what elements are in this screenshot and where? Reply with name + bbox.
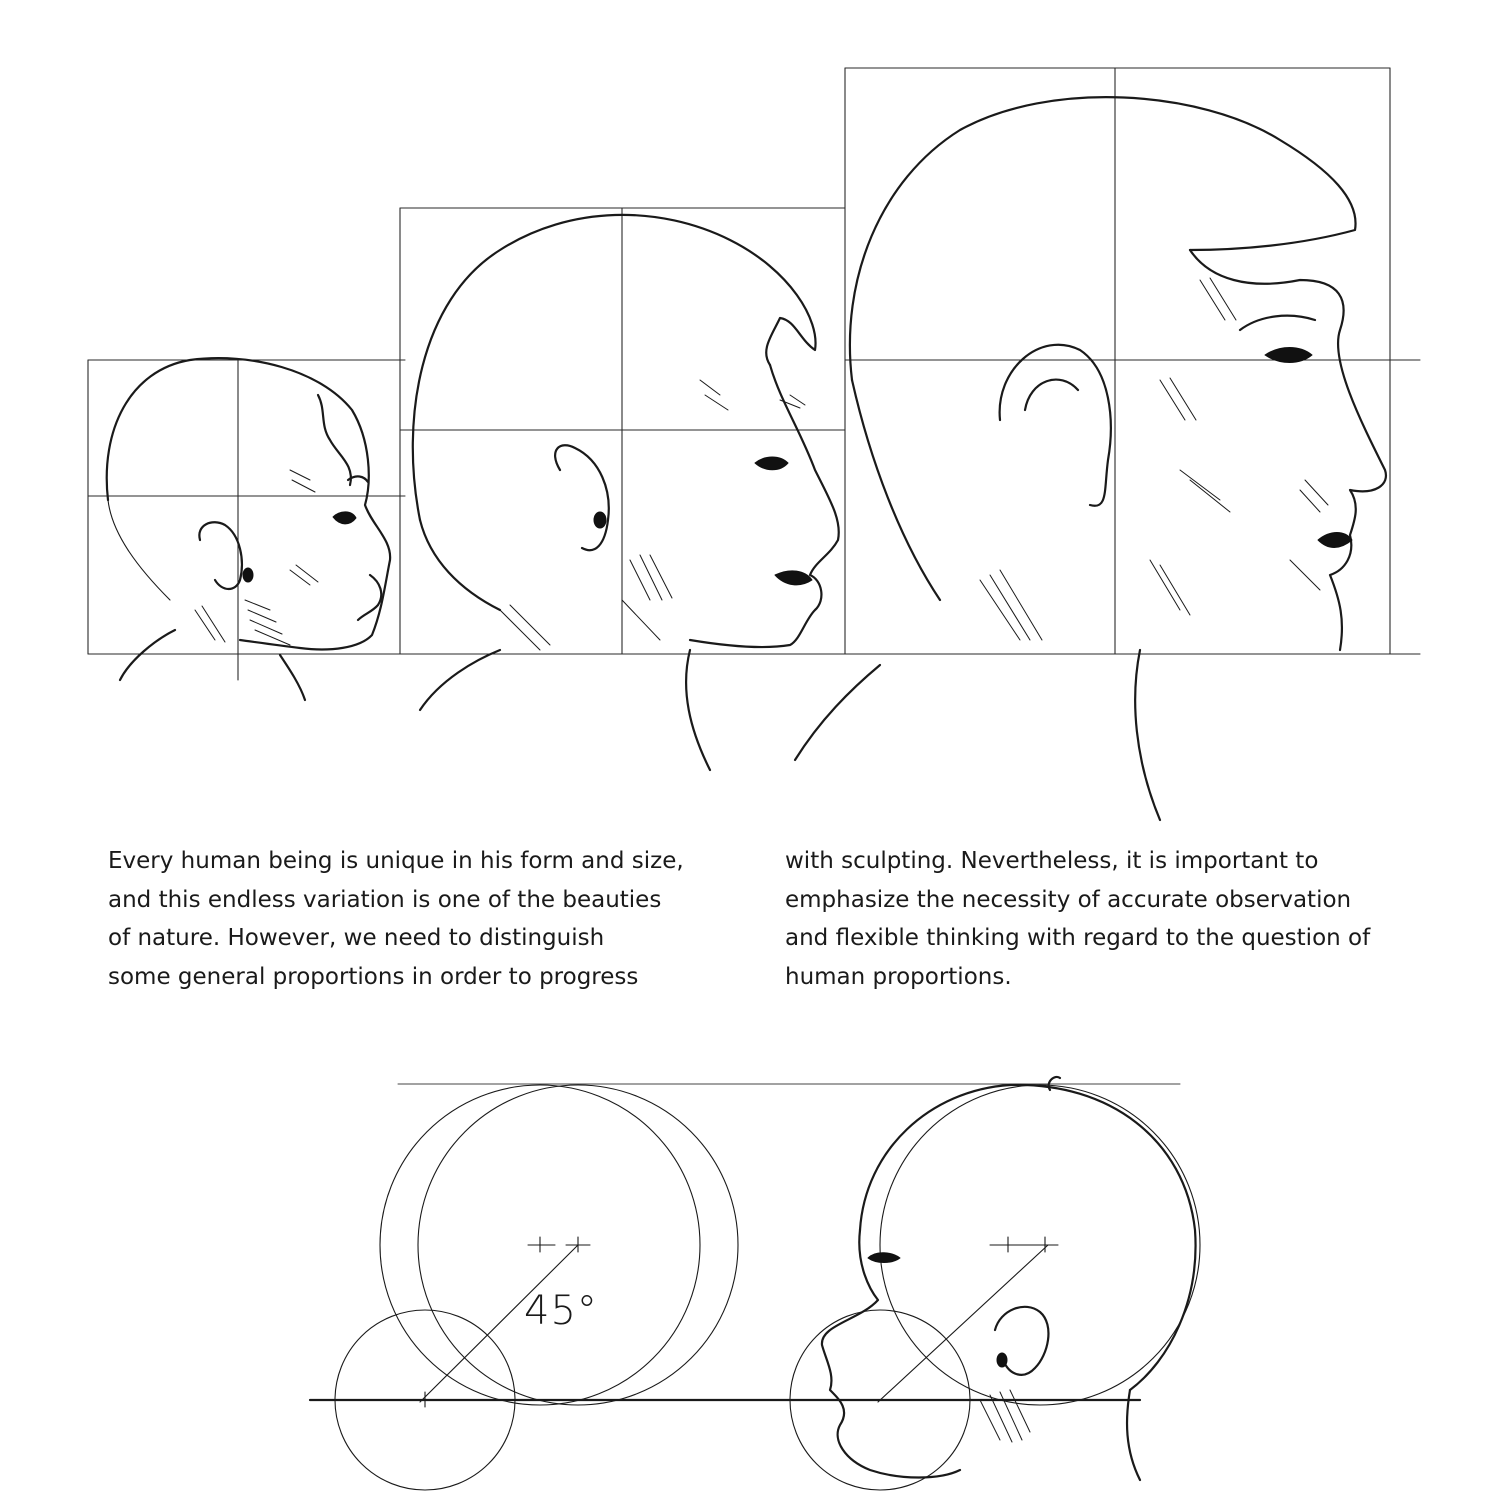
infant-neck-shading-lower [980,1390,1030,1442]
right-line-2: emphasize the necessity of accurate observation [785,886,1352,913]
right-line-1: with sculpting. Nevertheless, it is important to [785,848,1319,874]
angle-label: 45° [524,1288,598,1334]
child-neck-shading [500,380,805,650]
adult-proportion-grid [845,68,1420,654]
infant-proportion-grid [88,360,405,680]
adult-face-shading [980,278,1328,640]
right-line-4: human proportions. [785,963,1012,990]
adult-head-figure [795,68,1420,820]
body-text-left-column [108,842,748,996]
circle-construction-diagram [310,1084,1180,1490]
left-line-1: Every human being is unique in his form and size, [108,848,684,874]
left-line-3: of nature. However, we need to distinguish [108,925,605,951]
left-line-2: and this endless variation is one of the beauties [108,886,662,913]
right-line-3: and flexible thinking with regard to the question of [785,925,1371,951]
body-text-right-column [785,842,1445,996]
child-head-figure [400,208,845,770]
infant-profile-construction [790,1077,1200,1490]
left-line-4: some general proportions in order to progress [108,963,639,990]
infant-head-figure [88,358,405,700]
